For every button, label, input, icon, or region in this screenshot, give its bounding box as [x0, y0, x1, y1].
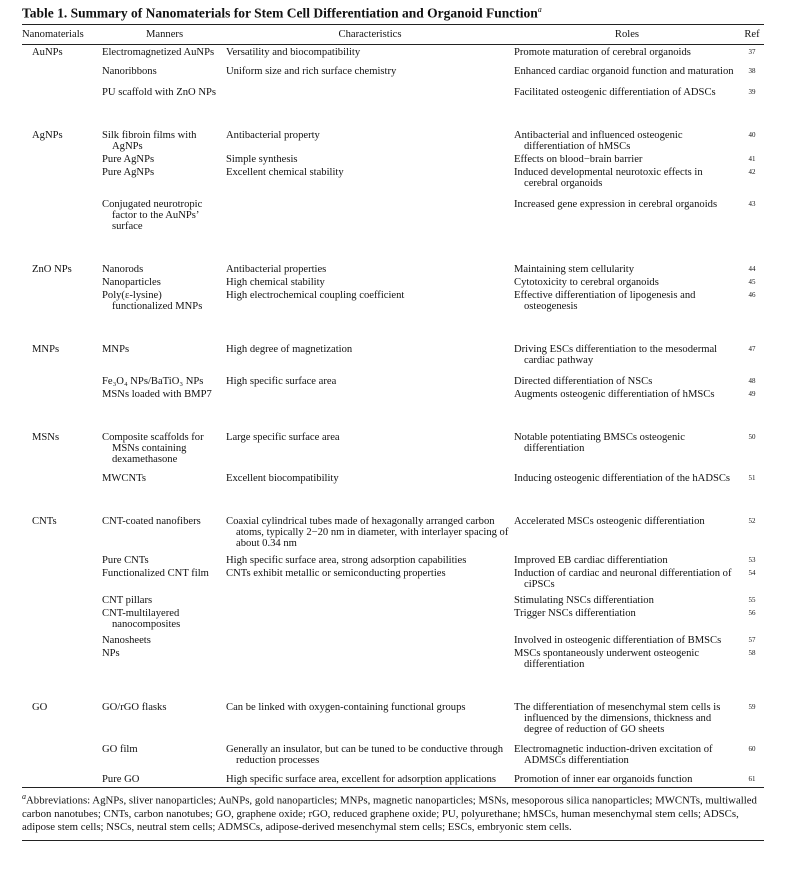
role-cell: Directed differentiation of NSCs — [514, 376, 653, 387]
nanomaterial-cell — [22, 77, 102, 114]
manner-cell: Nanoparticles — [102, 277, 161, 288]
ref-cell: 41 — [748, 155, 756, 163]
role-cell: Involved in osteogenic differentiation of BMSCs — [514, 635, 722, 646]
manner-cell: CNT-multilayered nanocomposites — [102, 608, 181, 630]
ref-cell: 38 — [748, 67, 756, 75]
table-row — [22, 686, 764, 735]
ref-cell: 59 — [748, 703, 756, 711]
characteristics-cell — [226, 387, 514, 416]
role-cell: Maintaining stem cellularity — [514, 264, 635, 275]
header-characteristics: Characteristics — [226, 25, 514, 45]
header-nanomaterials: Nanomaterials — [22, 25, 102, 45]
table-row — [22, 58, 764, 77]
characteristics-cell: High specific surface area, strong adsorption capabilities — [226, 555, 467, 566]
manner-cell: Nanoribbons — [102, 66, 157, 77]
role-cell: Promote maturation of cerebral organoids — [514, 47, 691, 58]
nanomaterial-cell — [22, 566, 102, 590]
nanomaterial-cell — [22, 646, 102, 686]
manner-cell: PU scaffold with ZnO NPs — [102, 87, 216, 98]
table-title — [22, 0, 800, 24]
characteristics-cell: Generally an insulator, but can be tuned to be conductive through reduction processes — [226, 744, 503, 766]
role-cell: Improved EB cardiac differentiation — [514, 555, 668, 566]
ref-cell: 53 — [748, 556, 756, 564]
ref-cell: 45 — [748, 278, 756, 286]
table-row — [22, 590, 764, 606]
ref-cell: 58 — [748, 649, 756, 657]
nanomaterial-cell: MNPs — [32, 344, 60, 355]
ref-cell: 60 — [748, 745, 756, 753]
role-cell: Cytotoxicity to cerebral organoids — [514, 277, 659, 288]
table-row — [22, 152, 764, 165]
ref-cell: 51 — [748, 474, 756, 482]
role-cell: Induced developmental neurotoxic effects in cerebral organoids — [514, 167, 703, 189]
characteristics-cell: Excellent biocompatibility — [226, 473, 339, 484]
manner-cell: CNT pillars — [102, 595, 153, 606]
table-row — [22, 606, 764, 630]
manner-cell: GO film — [102, 744, 138, 755]
characteristics-cell: Antibacterial property — [226, 130, 320, 141]
nanomaterial-cell — [22, 152, 102, 165]
nanomaterial-cell — [22, 275, 102, 288]
role-cell: Accelerated MSCs osteogenic differentiation — [514, 516, 705, 527]
ref-cell: 52 — [748, 517, 756, 525]
ref-cell: 40 — [748, 131, 756, 139]
manner-cell: Electromagnetized AuNPs — [102, 47, 215, 58]
table-row — [22, 416, 764, 465]
role-cell: Stimulating NSCs differentiation — [514, 595, 654, 606]
footnote-text: Abbreviations: AgNPs, sliver nanoparticles; AuNPs, gold nanoparticles; MNPs, magnetic nanoparticles; MSNs, mesoporous silica nanoparticles; MWCNTs, multiwalled carbon nanotubes; CNTs, carbon nanotubes; GO, graphene oxide; rGO, reduced graphene oxide; PU, polyurethane; hMSCs, human mesenchymal stem cells; ADSCs, adipose stem cells; NSCs, neutral stem cells; ADMSCs, adipose-derived mesenchymal stem cells; ESCs, embryonic stem cells. — [22, 794, 757, 833]
characteristics-cell: Antibacterial properties — [226, 264, 327, 275]
table-row — [22, 646, 764, 686]
manner-cell: Nanosheets — [102, 635, 151, 646]
manner-cell: Pure CNTs — [102, 555, 149, 566]
ref-cell: 47 — [748, 345, 756, 353]
footnote-mark: a — [22, 792, 26, 801]
nanomaterial-cell — [22, 366, 102, 387]
characteristics-cell: Can be linked with oxygen-containing functional groups — [226, 702, 466, 713]
table-row — [22, 630, 764, 646]
manner-cell: Silk fibroin films with AgNPs — [102, 130, 197, 152]
table-row — [22, 735, 764, 766]
ref-cell: 44 — [748, 265, 756, 273]
role-cell: Effects on blood−brain barrier — [514, 154, 643, 165]
title-footnote-mark: a — [537, 5, 542, 14]
role-cell: Trigger NSCs differentiation — [514, 608, 636, 619]
role-cell: Notable potentiating BMSCs osteogenic differentiation — [514, 432, 685, 454]
header-roles: Roles — [514, 25, 740, 45]
ref-cell: 50 — [748, 433, 756, 441]
ref-cell: 43 — [748, 200, 756, 208]
table-row — [22, 387, 764, 416]
role-cell: Electromagnetic induction-driven excitation of ADMSCs differentiation — [514, 744, 713, 766]
manner-cell: Pure AgNPs — [102, 167, 155, 178]
table-row — [22, 288, 764, 328]
characteristics-cell: High chemical stability — [226, 277, 325, 288]
summary-table — [22, 24, 764, 788]
manner-cell: NPs — [102, 648, 120, 659]
nanomaterial-cell — [22, 58, 102, 77]
manner-cell: CNT-coated nanofibers — [102, 516, 201, 527]
nanomaterial-cell — [22, 549, 102, 566]
table-row — [22, 275, 764, 288]
table-row — [22, 566, 764, 590]
role-cell: MSCs spontaneously underwent osteogenic differentiation — [514, 648, 700, 670]
table-title-text: Table 1. Summary of Nanomaterials for Stem Cell Differentiation and Organoid Function — [22, 5, 538, 21]
characteristics-cell: High specific surface area, excellent for adsorption applications — [226, 766, 514, 788]
nanomaterial-cell: MSNs — [32, 432, 60, 443]
characteristics-cell — [226, 606, 514, 630]
header-manners: Manners — [102, 25, 226, 45]
characteristics-cell: Simple synthesis — [226, 154, 298, 165]
nanomaterial-cell: CNTs — [32, 516, 57, 527]
characteristics-cell: Excellent chemical stability — [226, 167, 344, 178]
characteristics-cell — [226, 630, 514, 646]
manner-cell: MNPs — [102, 344, 130, 355]
ref-cell: 55 — [748, 596, 756, 604]
manner-cell: MSNs loaded with BMP7 — [102, 389, 212, 400]
nanomaterial-cell — [22, 288, 102, 328]
nanomaterial-cell — [22, 590, 102, 606]
table-row — [22, 189, 764, 248]
characteristics-cell — [226, 77, 514, 114]
table-row — [22, 766, 764, 788]
table-body — [22, 45, 764, 788]
ref-cell: 42 — [748, 168, 756, 176]
manner-cell: Poly(ε-lysine) functionalized MNPs — [102, 290, 203, 312]
role-cell: Increased gene expression in cerebral organoids — [514, 199, 718, 210]
footnote — [22, 788, 764, 841]
table-row — [22, 500, 764, 549]
role-cell: Antibacterial and influenced osteogenic differentiation of hMSCs — [514, 130, 683, 152]
ref-cell: 37 — [748, 48, 756, 56]
role-cell: Inducing osteogenic differentiation of the hADSCs — [514, 473, 731, 484]
ref-cell: 56 — [748, 609, 756, 617]
characteristics-cell — [226, 646, 514, 686]
table-row — [22, 165, 764, 189]
ref-cell: 39 — [748, 88, 756, 96]
manner-cell: MWCNTs — [102, 473, 146, 484]
nanomaterial-cell: AuNPs — [32, 47, 63, 58]
nanomaterial-cell — [22, 465, 102, 500]
nanomaterial-cell: AgNPs — [32, 130, 63, 141]
role-cell: Effective differentiation of lipogenesis and osteogenesis — [514, 290, 696, 312]
ref-cell: 61 — [740, 766, 764, 788]
characteristics-cell: CNTs exhibit metallic or semiconducting properties — [226, 568, 446, 579]
role-cell: Driving ESCs differentiation to the mesodermal cardiac pathway — [514, 344, 718, 366]
role-cell: Enhanced cardiac organoid function and maturation — [514, 66, 734, 77]
manner-cell: Nanorods — [102, 264, 144, 275]
header-ref: Ref — [740, 25, 764, 45]
characteristics-cell — [226, 590, 514, 606]
characteristics-cell: Large specific surface area — [226, 432, 340, 443]
manner-cell: Pure AgNPs — [102, 154, 155, 165]
header-row — [22, 25, 764, 45]
role-cell: Induction of cardiac and neuronal differentiation of ciPSCs — [514, 568, 732, 590]
manner-cell: Fe₃O₄ NPs/BaTiO₃ NPs — [102, 376, 204, 387]
table-row — [22, 328, 764, 366]
manner-cell: Conjugated neurotropic factor to the AuNPs’ surface — [102, 199, 203, 232]
role-cell: The differentiation of mesenchymal stem cells is influenced by the dimensions, thickness and degree of reduction of GO sheets — [514, 702, 721, 735]
nanomaterial-cell — [22, 189, 102, 248]
nanomaterial-cell — [22, 766, 102, 788]
characteristics-cell: High degree of magnetization — [226, 344, 353, 355]
role-cell: Augments osteogenic differentiation of hMSCs — [514, 389, 715, 400]
characteristics-cell: Uniform size and rich surface chemistry — [226, 66, 397, 77]
table-row — [22, 549, 764, 566]
manner-cell: Composite scaffolds for MSNs containing dexamethasone — [102, 432, 204, 465]
nanomaterial-cell: GO — [32, 702, 48, 713]
table-row — [22, 366, 764, 387]
manner-cell: Pure GO — [102, 766, 226, 788]
manner-cell: GO/rGO flasks — [102, 702, 167, 713]
table-row — [22, 77, 764, 114]
nanomaterial-cell — [22, 735, 102, 766]
table-row — [22, 45, 764, 59]
role-cell: Promotion of inner ear organoids function — [514, 766, 740, 788]
role-cell: Facilitated osteogenic differentiation of ADSCs — [514, 87, 716, 98]
ref-cell: 57 — [748, 636, 756, 644]
characteristics-cell — [226, 189, 514, 248]
nanomaterial-cell: ZnO NPs — [32, 264, 72, 275]
characteristics-cell: Versatility and biocompatibility — [226, 47, 361, 58]
characteristics-cell: High electrochemical coupling coefficient — [226, 290, 405, 301]
nanomaterial-cell — [22, 630, 102, 646]
nanomaterial-cell — [22, 165, 102, 189]
characteristics-cell: High specific surface area — [226, 376, 337, 387]
characteristics-cell: Coaxial cylindrical tubes made of hexagonally arranged carbon atoms, typically 2−20 nm in diameter, with interlayer spacing of about 0.34 nm — [226, 516, 509, 549]
table-row — [22, 465, 764, 500]
ref-cell: 49 — [748, 390, 756, 398]
ref-cell: 46 — [748, 291, 756, 299]
nanomaterial-cell — [22, 387, 102, 416]
nanomaterial-cell — [22, 606, 102, 630]
ref-cell: 48 — [748, 377, 756, 385]
manner-cell: Functionalized CNT film — [102, 568, 209, 579]
table-row — [22, 114, 764, 152]
ref-cell: 54 — [748, 569, 756, 577]
table-row — [22, 248, 764, 275]
